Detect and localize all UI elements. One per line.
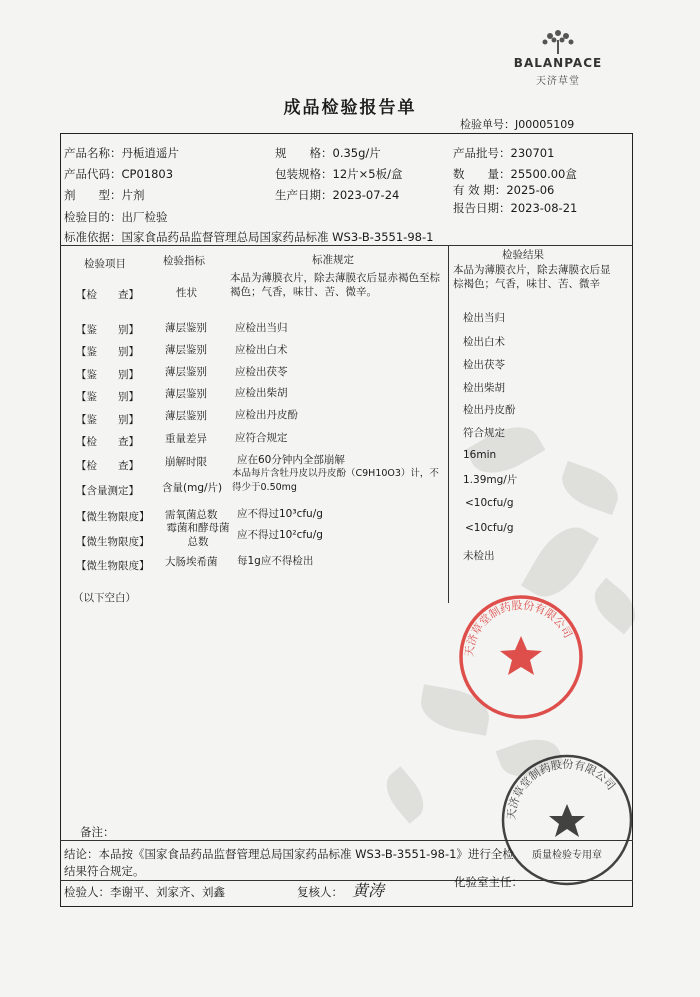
- batch-number: 产品批号：230701: [453, 146, 555, 160]
- reviewer-signature: 黄涛: [352, 881, 385, 900]
- table-row: 【检 查】: [76, 289, 139, 301]
- quantity: 数 量：25500.00盒: [453, 167, 577, 181]
- package-spec: 包装规格：12片×5板/盒: [275, 167, 403, 181]
- table-row: 【鉴 别】: [76, 391, 139, 403]
- dosage-form: 剂 型：片剂: [64, 188, 145, 202]
- table-row: 【含量测定】: [76, 485, 139, 497]
- stamp2-subtext: 质量检验专用章: [532, 850, 602, 861]
- svg-text:天济草堂制药股份有限公司: [505, 758, 618, 820]
- conclusion-line-1: 结论：本品按《国家食品药品监督管理总局国家药品标准 WS3-B-3551-98-1》进行全检: [64, 847, 514, 861]
- report-date: 报告日期：2023-08-21: [453, 201, 578, 215]
- conclusion-line-2: 结果符合规定。: [64, 864, 145, 878]
- tree-logo-icon: [538, 28, 578, 56]
- table-row: 【鉴 别】: [76, 346, 139, 358]
- table-row: 【微生物限度】: [76, 511, 150, 523]
- signature-divider: [60, 880, 633, 881]
- table-row: 【微生物限度】: [76, 536, 150, 548]
- logo-english-text: BALANPACE: [513, 56, 603, 70]
- header-item: 检验项目: [84, 258, 126, 270]
- inspection-purpose: 检验目的：出厂检验: [64, 210, 168, 224]
- table-row: 【微生物限度】: [76, 560, 150, 572]
- spec: 规 格：0.35g/片: [275, 146, 381, 160]
- document-number-value: J00005109: [515, 118, 575, 131]
- table-row: 【检 查】: [76, 436, 139, 448]
- table-row: 【鉴 别】: [76, 414, 139, 426]
- company-seal-stamp: [455, 592, 587, 722]
- inspectors: 检验人：李谢平、刘家齐、刘鑫: [64, 885, 225, 899]
- product-name: 产品名称：丹栀逍遥片: [64, 146, 179, 160]
- remark-divider: [60, 840, 633, 841]
- lab-head-label: 化验室主任：: [454, 875, 523, 889]
- product-code: 产品代码：CP01803: [64, 167, 174, 181]
- header-index: 检验指标: [163, 255, 205, 267]
- company-logo: [508, 28, 608, 86]
- document-number: 检验单号：J00005109: [460, 118, 575, 131]
- table-row: 【鉴 别】: [76, 324, 139, 336]
- table-row: 【鉴 别】: [76, 369, 139, 381]
- quality-inspection-stamp: [497, 750, 637, 890]
- table-top-border: [60, 245, 633, 246]
- blank-note: （以下空白）: [73, 592, 136, 604]
- production-date: 生产日期：2023-07-24: [275, 188, 400, 202]
- standard-basis: 标准依据：国家食品药品监督管理总局国家药品标准 WS3-B-3551-98-1: [64, 230, 434, 244]
- expiry-date: 有 效 期：2025-06: [453, 183, 555, 197]
- result-column-divider: [448, 245, 449, 603]
- reviewer-label: 复核人：: [297, 885, 343, 899]
- table-row: 【检 查】: [76, 460, 139, 472]
- stamp2-text: 天济草堂制药股份有限公司: [504, 757, 618, 821]
- header-result: 检验结果: [502, 249, 544, 261]
- header-standard: 标准规定: [312, 254, 354, 266]
- stamp1-text: 天济草堂制药股份有限公司: [462, 598, 575, 658]
- logo-chinese-text: 天济草堂: [536, 76, 580, 87]
- remark-label: 备注：: [80, 825, 115, 839]
- report-title: 成品检验报告单: [283, 98, 417, 118]
